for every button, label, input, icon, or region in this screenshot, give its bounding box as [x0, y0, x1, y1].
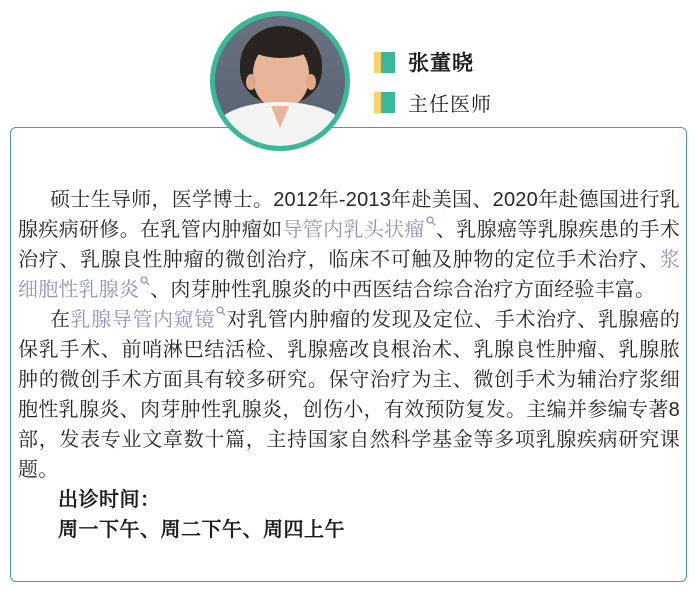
doctor-avatar: [210, 11, 350, 151]
bio-paragraphs: [18, 185, 680, 485]
medical-term-link[interactable]: 乳腺导管内窥镜: [71, 309, 226, 331]
avatar-ear: [306, 74, 316, 90]
bio-text: 硕士生导师，医学博士。2012年-2013年赴美国、2020年赴德国进行乳腺疾病研修。在乳管内肿瘤如: [18, 189, 680, 241]
doctor-title: 主任医师: [408, 94, 492, 116]
bio-text: 、肉芽肿性乳腺炎的中西医结合综合治疗方面经验丰富。: [150, 279, 656, 301]
bio-text: 在: [50, 309, 71, 331]
medical-term-link[interactable]: 浆细胞性乳腺炎: [18, 249, 680, 301]
search-icon: [426, 219, 436, 231]
avatar-fringe: [249, 32, 313, 58]
doctor-name: 张董晓: [408, 52, 474, 75]
doctor-name-row: [374, 47, 474, 77]
bio-paragraph: [18, 185, 680, 305]
avatar-ear: [246, 74, 256, 90]
search-icon: [140, 279, 150, 291]
bio-text: 对乳管内肿瘤的发现及定位、手术治疗、乳腺癌的保乳手术、前哨淋巴结活检、乳腺癌改良根治术、乳腺良性肿瘤、乳腺脓肿的微创手术方面具有较多研究。保守治疗为主、微创手术为辅治疗浆细胞性乳腺炎、肉芽肿性乳腺炎，创伤小，有效预防复发。主编并参编专著8部，发表专业文章数十篇，主持国家自然科学基金等多项乳腺疾病研究课题。: [18, 309, 680, 481]
bio-text: 、乳腺癌等乳腺疾患的手术治疗、乳腺良性肿瘤的微创治疗，临床不可触及肿物的定位手术治疗、: [18, 219, 680, 271]
search-icon: [216, 309, 226, 321]
schedule-label: 出诊时间：: [58, 489, 161, 511]
two-tone-marker-icon: [374, 92, 395, 113]
schedule-value: 周一下午、周二下午、周四上午: [58, 519, 345, 541]
bio-paragraph: [18, 305, 680, 485]
profile-card: [10, 127, 687, 582]
medical-term-link[interactable]: 导管内乳头状瘤: [282, 219, 435, 241]
two-tone-marker-icon: [374, 52, 395, 73]
doctor-title-row: [374, 88, 492, 117]
